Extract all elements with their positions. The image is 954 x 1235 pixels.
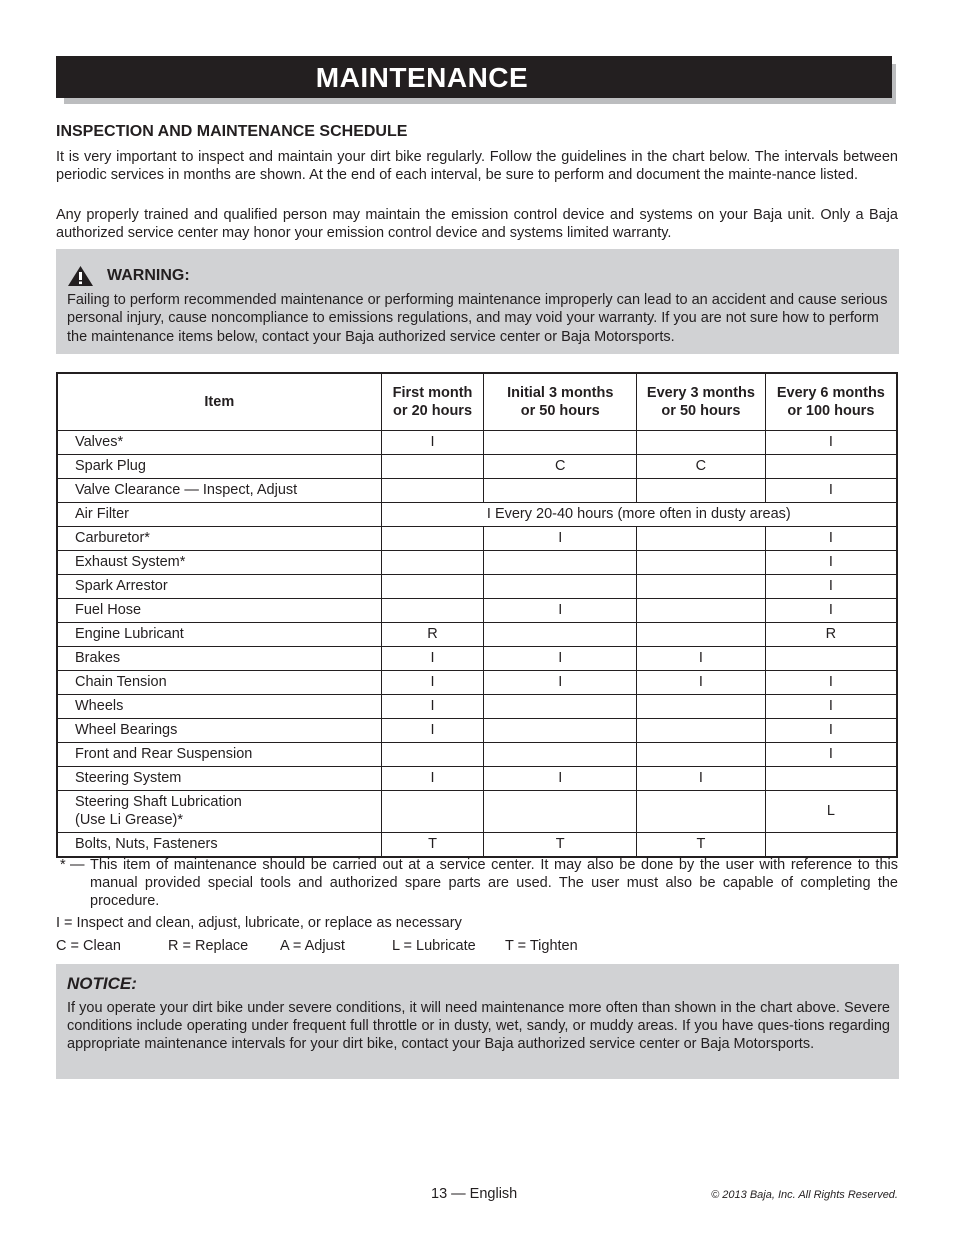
interval-cell: I xyxy=(381,695,484,719)
item-cell xyxy=(57,743,381,767)
item-name: Fuel Hose xyxy=(75,601,142,618)
item-name: Front and Rear Suspension xyxy=(75,745,253,762)
item-cell xyxy=(57,599,381,623)
interval-cell xyxy=(637,791,766,833)
column-header-line: or 20 hours xyxy=(393,403,473,419)
item-cell xyxy=(57,575,381,599)
interval-cell: I xyxy=(765,527,897,551)
item-cell xyxy=(57,833,381,858)
interval-cell: I xyxy=(484,599,637,623)
item-name: Spark Plug xyxy=(75,457,146,474)
interval-cell xyxy=(484,719,637,743)
footnote xyxy=(56,856,898,911)
interval-cell xyxy=(637,743,766,767)
interval-cell xyxy=(484,551,637,575)
interval-cell: I xyxy=(765,431,897,455)
footnote-asterisk: * xyxy=(60,857,66,873)
column-header-line: Every 6 months xyxy=(776,385,885,401)
table-row xyxy=(57,599,897,623)
table-row xyxy=(57,623,897,647)
table-row xyxy=(57,431,897,455)
warning-text: Failing to perform recommended maintenance or performing maintenance improperly can lead to an accident and cause serious personal injury, cause noncompliance to emissions regulations, and may void your warranty. If you are not sure how to perform the maintenance items below, contact your Baja authorized service center or Baja Motorsports. xyxy=(67,292,888,345)
interval-cell xyxy=(637,599,766,623)
interval-cell: C xyxy=(484,455,637,479)
table-row xyxy=(57,767,897,791)
interval-cell: I xyxy=(765,599,897,623)
item-name: Valve Clearance — Inspect, Adjust xyxy=(75,481,298,498)
interval-cell xyxy=(637,719,766,743)
item-cell xyxy=(57,647,381,671)
column-header xyxy=(484,373,637,431)
interval-cell: I xyxy=(637,767,766,791)
table-row xyxy=(57,719,897,743)
warning-triangle-icon xyxy=(67,265,94,287)
interval-cell xyxy=(381,479,484,503)
column-header-line: or 100 hours xyxy=(787,403,875,419)
interval-cell xyxy=(381,791,484,833)
table-row xyxy=(57,833,897,858)
footnote-dash: — xyxy=(70,857,85,873)
table-header xyxy=(57,373,897,431)
interval-cell xyxy=(765,767,897,791)
item-cell xyxy=(57,791,381,833)
item-name: Spark Arrestor xyxy=(75,577,168,594)
item-name: Air Filter xyxy=(75,505,129,522)
title-banner xyxy=(56,56,892,98)
interval-cell xyxy=(484,479,637,503)
table-row xyxy=(57,575,897,599)
section-title: INSPECTION AND MAINTENANCE SCHEDULE xyxy=(56,123,408,140)
legend-clean: C = Clean xyxy=(56,938,121,954)
column-header-line: First month xyxy=(392,385,473,401)
warning-header xyxy=(67,265,190,287)
interval-cell xyxy=(381,527,484,551)
item-cell xyxy=(57,623,381,647)
item-name: Engine Lubricant xyxy=(75,625,184,642)
interval-cell xyxy=(637,551,766,575)
table-row xyxy=(57,527,897,551)
interval-cell xyxy=(637,479,766,503)
item-name: Wheel Bearings xyxy=(75,721,178,738)
interval-cell: I xyxy=(381,431,484,455)
interval-cell: I xyxy=(765,743,897,767)
table-row xyxy=(57,647,897,671)
interval-cell: I xyxy=(381,767,484,791)
interval-cell: I xyxy=(484,527,637,551)
item-name: Exhaust System* xyxy=(75,553,186,570)
table-header-row xyxy=(57,373,897,431)
interval-cell: I xyxy=(637,647,766,671)
footnote-text: This item of maintenance should be carried out at a service center. It may also be done by the user with reference to this manual provided special tools and authorized spare parts are used. The user must also be capable of completing the procedure. xyxy=(90,857,898,910)
table-row xyxy=(57,551,897,575)
legend-inspect: I = Inspect and clean, adjust, lubricate, or replace as necessary xyxy=(56,915,462,931)
interval-cell: I xyxy=(381,671,484,695)
item-name-note: (Use Li Grease)* xyxy=(75,811,183,828)
item-cell xyxy=(57,695,381,719)
interval-cell xyxy=(765,647,897,671)
intro-paragraph: It is very important to inspect and maintain your dirt bike regularly. Follow the guidelines in the chart below. The intervals between periodic services in months are shown. At the end of each interval, be sure to perform and document the mainte-nance listed. xyxy=(56,149,898,184)
interval-cell xyxy=(484,623,637,647)
warning-box xyxy=(56,249,899,354)
interval-cell: I xyxy=(765,719,897,743)
page-title: MAINTENANCE xyxy=(315,62,529,93)
interval-cell: I xyxy=(484,647,637,671)
item-name: Wheels xyxy=(75,697,124,714)
item-cell xyxy=(57,551,381,575)
interval-cell: T xyxy=(637,833,766,858)
interval-cell: I xyxy=(765,551,897,575)
interval-cell xyxy=(381,575,484,599)
column-header-line: or 50 hours xyxy=(520,403,600,419)
interval-cell: I xyxy=(381,719,484,743)
item-cell xyxy=(57,503,381,527)
legend-adjust: A = Adjust xyxy=(280,938,345,954)
column-header xyxy=(637,373,766,431)
interval-cell xyxy=(637,623,766,647)
table-row xyxy=(57,671,897,695)
interval-cell xyxy=(484,695,637,719)
table-row xyxy=(57,743,897,767)
item-cell xyxy=(57,767,381,791)
interval-cell: I xyxy=(765,479,897,503)
interval-cell xyxy=(484,575,637,599)
page-number: 13 — English xyxy=(431,1186,518,1202)
interval-cell xyxy=(484,431,637,455)
item-name: Bolts, Nuts, Fasteners xyxy=(75,835,218,852)
interval-cell xyxy=(484,743,637,767)
notice-title: NOTICE: xyxy=(67,974,137,993)
interval-cell xyxy=(637,527,766,551)
item-cell xyxy=(57,671,381,695)
item-cell xyxy=(57,455,381,479)
table-body xyxy=(57,431,897,858)
column-header xyxy=(765,373,897,431)
interval-cell: R xyxy=(765,623,897,647)
interval-cell xyxy=(637,431,766,455)
interval-cell: I xyxy=(765,695,897,719)
column-header xyxy=(381,373,484,431)
interval-cell xyxy=(381,743,484,767)
interval-cell: I xyxy=(637,671,766,695)
interval-cell xyxy=(381,599,484,623)
table-row xyxy=(57,455,897,479)
interval-cell: I xyxy=(484,671,637,695)
column-header-line: Item xyxy=(204,394,235,410)
interval-cell: R xyxy=(381,623,484,647)
item-cell xyxy=(57,719,381,743)
emission-paragraph: Any properly trained and qualified person may maintain the emission control device and systems on your Baja unit. Only a Baja authorized service center may honor your emission control device and systems limited warranty. xyxy=(56,207,898,242)
column-header-line: Every 3 months xyxy=(646,385,755,401)
interval-cell: T xyxy=(381,833,484,858)
copyright: © 2013 Baja, Inc. All Rights Reserved. xyxy=(711,1189,898,1201)
interval-cell: I xyxy=(484,767,637,791)
legend-replace: R = Replace xyxy=(168,938,249,954)
interval-cell: L xyxy=(765,791,897,833)
item-cell xyxy=(57,479,381,503)
table-row xyxy=(57,791,897,833)
table-row xyxy=(57,695,897,719)
interval-cell xyxy=(637,695,766,719)
item-name: Steering System xyxy=(75,769,182,786)
maintenance-schedule-table xyxy=(56,372,898,858)
notice-box xyxy=(56,964,899,1079)
interval-cell: I xyxy=(765,671,897,695)
interval-cell: I xyxy=(381,647,484,671)
table-row xyxy=(57,503,897,527)
column-header xyxy=(57,373,381,431)
column-header-line: Initial 3 months xyxy=(507,385,614,401)
interval-span-cell: I Every 20-40 hours (more often in dusty areas) xyxy=(381,503,897,527)
item-name: Chain Tension xyxy=(75,673,167,690)
interval-cell xyxy=(765,455,897,479)
item-cell xyxy=(57,527,381,551)
item-name: Carburetor* xyxy=(75,529,150,546)
table-row xyxy=(57,479,897,503)
legend-lubricate: L = Lubricate xyxy=(392,938,476,954)
item-name: Brakes xyxy=(75,649,121,666)
interval-cell xyxy=(637,575,766,599)
legend-tighten: T = Tighten xyxy=(505,938,578,954)
interval-cell xyxy=(381,551,484,575)
interval-cell: I xyxy=(765,575,897,599)
interval-cell xyxy=(381,455,484,479)
warning-title: WARNING: xyxy=(107,267,190,284)
item-cell xyxy=(57,431,381,455)
interval-cell: T xyxy=(484,833,637,858)
column-header-line: or 50 hours xyxy=(661,403,741,419)
interval-cell xyxy=(484,791,637,833)
notice-text: If you operate your dirt bike under severe conditions, it will need maintenance more often than shown in the chart above. Severe conditions include operating under frequent full throttle or in dusty, wet, sandy, or muddy areas. If you have ques-tions regarding appropriate maintenance intervals for your dirt bike, contact your Baja authorized service center or Baja Motorsports. xyxy=(67,1000,890,1053)
interval-cell: C xyxy=(637,455,766,479)
interval-cell xyxy=(765,833,897,858)
item-name: Valves* xyxy=(75,433,124,450)
item-name: Steering Shaft Lubrication xyxy=(75,794,242,810)
